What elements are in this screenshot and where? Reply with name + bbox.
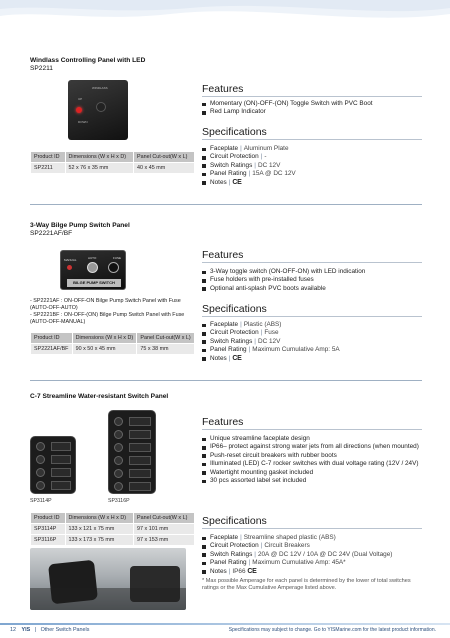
panel-label-auto: AUTO xyxy=(88,256,97,260)
specifications-heading: Specifications xyxy=(202,126,267,138)
list-item: 3-Way toggle switch (ON-OFF-ON) with LED indication xyxy=(202,268,432,276)
list-item: 30 pcs assorted label set included xyxy=(202,477,432,485)
panel-label-manual: MANUAL xyxy=(64,258,77,262)
image-caption: SP3114P xyxy=(30,498,52,504)
panel-label-windlass: WINDLASS xyxy=(92,86,108,90)
list-item: Circuit Protection | Circuit Breakers xyxy=(202,542,432,550)
panel-label-fuse: FUSE xyxy=(113,256,122,260)
list-item: Red Lamp Indicator xyxy=(202,108,432,116)
fuse-holder-icon xyxy=(108,262,119,273)
specifications-heading: Specifications xyxy=(202,515,267,527)
ce-mark-icon: CE xyxy=(232,354,242,362)
features-list xyxy=(202,100,432,117)
ce-mark-icon: CE xyxy=(232,178,242,186)
list-item: Panel Rating | 15A @ DC 12V xyxy=(202,170,432,178)
list-item: Unique streamline faceplate design xyxy=(202,435,432,443)
table-header: Dimensions (W x H x D) xyxy=(65,513,134,524)
table-header: Product ID xyxy=(31,152,66,163)
mounted-panel-photo xyxy=(30,548,186,610)
table-row: SP3114P 133 x 121 x 75 mm 97 x 101 mm xyxy=(31,524,195,535)
list-item: Optional anti-splash PVC boots available xyxy=(202,285,432,293)
section-name: Other Switch Panels xyxy=(40,627,90,633)
toggle-switch-icon xyxy=(87,262,98,273)
section-title: 3-Way Bilge Pump Switch Panel xyxy=(30,222,130,229)
heading-rule xyxy=(202,96,422,97)
specifications-list xyxy=(202,534,432,576)
toggle-switch-icon xyxy=(96,102,106,112)
panel-label-down: DOWN xyxy=(78,120,88,124)
heading-rule xyxy=(202,316,422,317)
list-item: Notes | IP66 CE xyxy=(202,568,432,576)
note-line: - SP2221AF : ON-OFF-ON Bilge Pump Switch Panel with Fuse (AUTO-OFF-AUTO) xyxy=(30,298,181,311)
footnote: * Max possible Amperage for each panel is determined by the lower of total switches ratings or the Max Cumulative Amperage listed above. xyxy=(202,578,411,592)
table-header: Panel Cut-out(W x L) xyxy=(134,513,195,524)
brand-name: YIS xyxy=(21,627,31,633)
list-item: Circuit Protection | - xyxy=(202,153,432,161)
specifications-list xyxy=(202,321,432,363)
table-row: SP3116P 133 x 173 x 75 mm 97 x 153 mm xyxy=(31,535,195,546)
heading-rule xyxy=(202,429,422,430)
list-item: Watertight mounting gasket included xyxy=(202,469,432,477)
section-divider xyxy=(30,204,422,205)
list-item: Switch Ratings | DC 12V xyxy=(202,162,432,170)
table-header: Panel Cut-out(W x L) xyxy=(134,152,195,163)
features-list xyxy=(202,268,432,293)
red-led-icon xyxy=(67,265,72,270)
spec-table xyxy=(30,332,195,355)
footer-page-info: 12 YIS | Other Switch Panels xyxy=(10,627,90,633)
footer-rule xyxy=(0,623,450,625)
section-divider xyxy=(30,380,422,381)
section-title: Windlass Controlling Panel with LED xyxy=(30,57,146,64)
heading-rule xyxy=(202,139,422,140)
features-heading: Features xyxy=(202,83,244,95)
section-code: SP2221AF/BF xyxy=(30,230,73,237)
bilge-pump-panel-image xyxy=(60,250,126,290)
specifications-heading: Specifications xyxy=(202,303,267,315)
table-header: Dimensions (W x H x D) xyxy=(72,333,137,344)
features-heading: Features xyxy=(202,249,244,261)
list-item: Push-reset circuit breakers with rubber boots xyxy=(202,452,432,460)
table-header: Product ID xyxy=(31,513,66,524)
windlass-panel-image xyxy=(68,80,128,140)
list-item: Notes | CE xyxy=(202,179,432,187)
sp3114p-panel-image xyxy=(30,436,76,494)
list-item: Switch Ratings | 20A @ DC 12V / 10A @ DC 24V (Dual Voltage) xyxy=(202,551,432,559)
table-row: SP2221AF/BF 90 x 50 x 45 mm 75 x 38 mm xyxy=(31,344,195,355)
note-line: - SP2221BF : ON-OFF-(ON) Bilge Pump Switch Panel with Fuse (AUTO-OFF-MANUAL) xyxy=(30,312,185,325)
list-item: Circuit Protection | Fuse xyxy=(202,329,432,337)
list-item: Fuse holders with pre-installed fuses xyxy=(202,276,432,284)
header-wave-decoration xyxy=(0,0,450,30)
table-header: Panel Cut-out(W x L) xyxy=(137,333,195,344)
list-item: Momentary (ON)-OFF-(ON) Toggle Switch with PVC Boot xyxy=(202,100,432,108)
footer-disclaimer: Specifications may subject to change. Go to YISMarine.com for the latest product information. xyxy=(228,627,436,633)
list-item: Faceplate | Aluminum Plate xyxy=(202,145,432,153)
table-row: SP2211 52 x 76 x 35 mm 40 x 45 mm xyxy=(31,163,195,174)
list-item: Panel Rating | Maximum Cumulative Amp: 45A* xyxy=(202,559,432,567)
heading-rule xyxy=(202,262,422,263)
list-item: Panel Rating | Maximum Cumulative Amp: 5A xyxy=(202,346,432,354)
list-item: Faceplate | Streamline shaped plastic (ABS) xyxy=(202,534,432,542)
specifications-list xyxy=(202,145,432,187)
section-code: SP2211 xyxy=(30,65,53,72)
panel-label-up: UP xyxy=(78,97,83,101)
panel-label-bilge: BILGE PUMP SWITCH xyxy=(67,279,121,287)
list-item: IP66– protect against strong water jets from all directions (when mounted) xyxy=(202,443,432,451)
list-item: Notes | CE xyxy=(202,355,432,363)
list-item: Switch Ratings | DC 12V xyxy=(202,338,432,346)
section-title: C-7 Streamline Water-resistant Switch Panel xyxy=(30,393,169,400)
image-caption: SP3116P xyxy=(108,498,130,504)
page-number: 12 xyxy=(10,627,16,633)
spec-table xyxy=(30,512,195,546)
features-list xyxy=(202,435,432,485)
ce-mark-icon: CE xyxy=(247,567,257,575)
table-header: Product ID xyxy=(31,333,73,344)
spec-table xyxy=(30,151,195,174)
heading-rule xyxy=(202,528,422,529)
table-header: Dimensions (W x H x D) xyxy=(65,152,134,163)
list-item: Illuminated (LED) C-7 rocker switches with dual voltage rating (12V / 24V) xyxy=(202,460,432,468)
sp3116p-panel-image xyxy=(108,410,156,494)
features-heading: Features xyxy=(202,416,244,428)
model-notes xyxy=(30,298,195,326)
list-item: Faceplate | Plastic (ABS) xyxy=(202,321,432,329)
red-led-icon xyxy=(76,107,82,113)
